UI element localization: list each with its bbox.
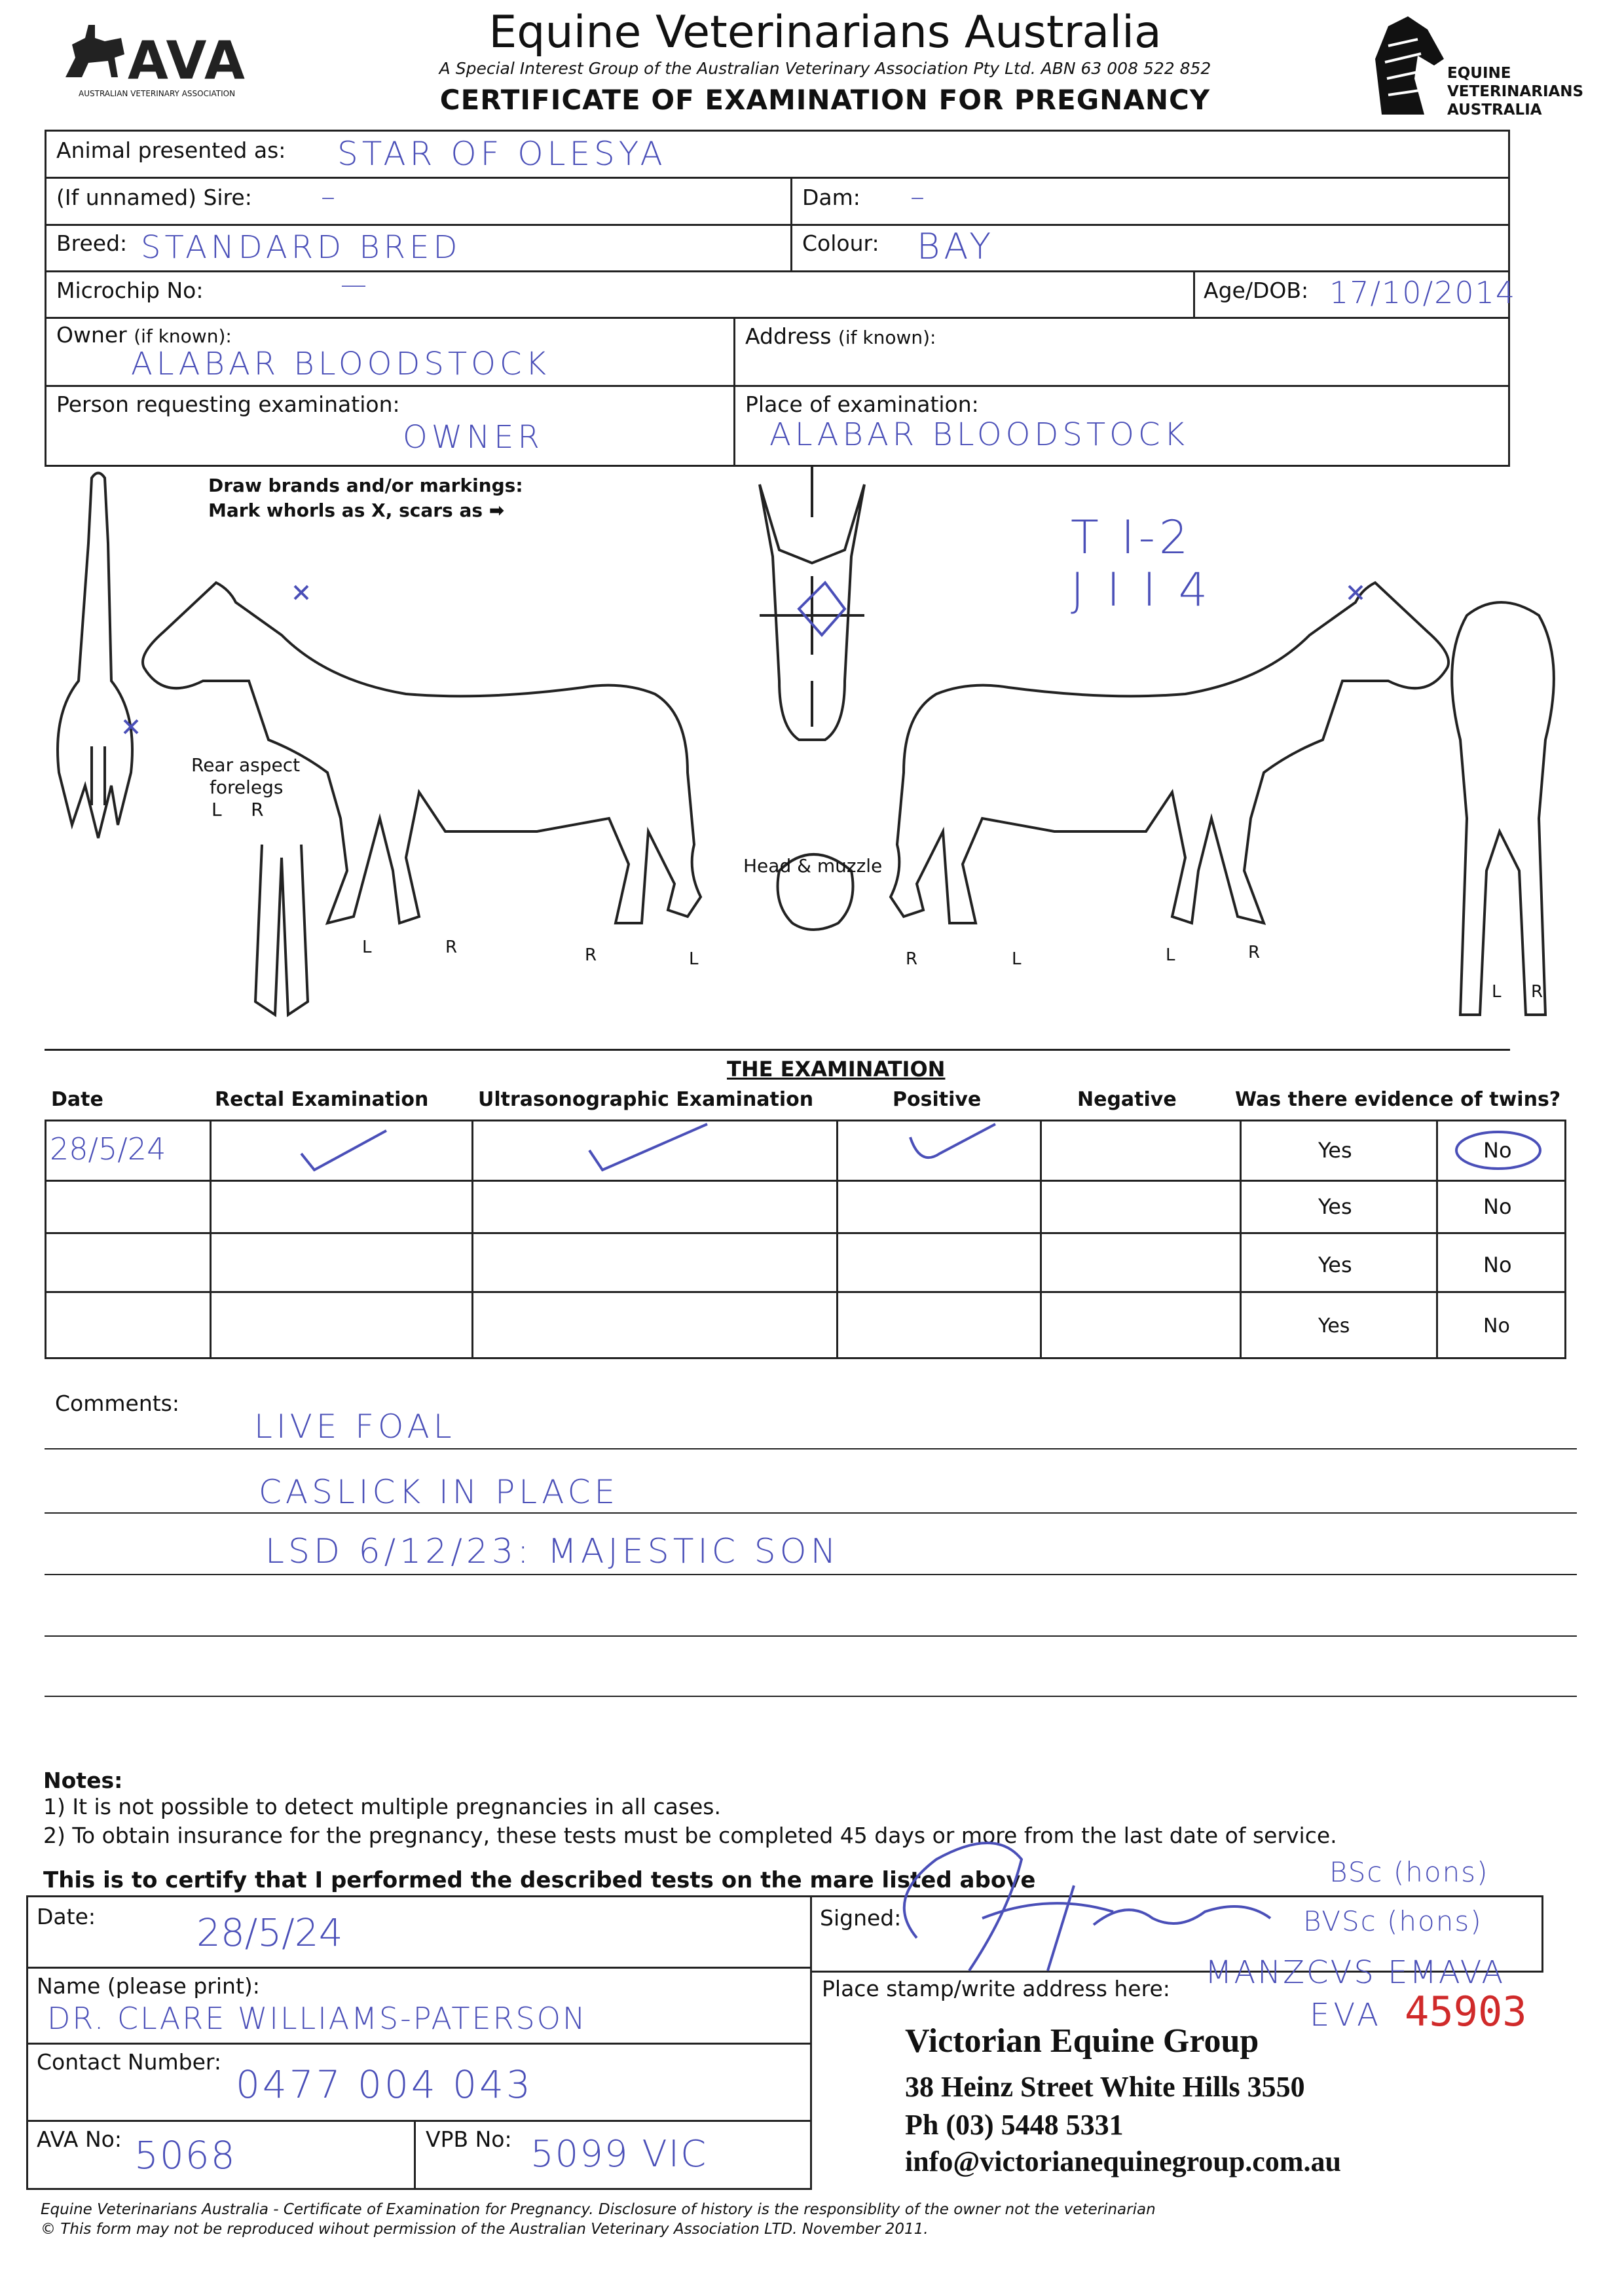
leg-label-r: R — [445, 938, 458, 957]
forelegs-label: forelegs — [210, 776, 284, 798]
head-muzzle-label: Head & muzzle — [743, 855, 883, 877]
animal-presented-label: Animal presented as: — [56, 137, 286, 163]
col-negative: Negative — [1077, 1088, 1177, 1111]
comment-rule — [45, 1512, 1577, 1514]
quals-line3: MANZCVS EMAVA — [1205, 1954, 1505, 1991]
age-value[interactable]: 17/10/2014 — [1329, 275, 1517, 310]
divider — [733, 317, 735, 467]
leg-label-r: R — [1531, 982, 1543, 1002]
comments-line1[interactable]: LIVE FOAL — [254, 1408, 456, 1446]
notes-title: Notes: — [43, 1768, 123, 1793]
leg-label-r: R — [585, 945, 597, 965]
footer-line1: Equine Veterinarians Australia - Certificate of Examination for Pregnancy. Disclosure of history is the responsiblity of the owner not the veterinarian — [41, 2201, 1156, 2218]
quals-line2: BVSc (hons) — [1303, 1905, 1483, 1937]
horse-head-icon — [1362, 13, 1447, 118]
divider — [26, 2120, 812, 2122]
brand-marking-line1: T I-2 — [1071, 511, 1192, 564]
breed-label: Breed: — [56, 230, 128, 256]
twins-no-1[interactable]: No — [1483, 1138, 1512, 1163]
name-label: Name (please print): — [37, 1973, 260, 1999]
comment-rule — [45, 1635, 1577, 1637]
col-rectal: Rectal Examination — [215, 1088, 429, 1111]
owner-label-small: (if known): — [134, 325, 232, 347]
leg-label-r: R — [1248, 943, 1261, 962]
ava-logo-text: AVA — [128, 30, 246, 91]
twins-no-4[interactable]: No — [1483, 1315, 1510, 1338]
vpb-no-value[interactable]: 5099 VIC — [530, 2133, 708, 2176]
divider — [45, 1232, 1566, 1234]
col-ultrasonographic: Ultrasonographic Examination — [478, 1088, 814, 1111]
quals-line1: BSc (hons) — [1329, 1856, 1489, 1888]
requester-label: Person requesting examination: — [56, 392, 400, 417]
leg-label-l: L — [1012, 949, 1022, 969]
address-label — [745, 323, 936, 349]
stamp-address: 38 Heinz Street White Hills 3550 — [905, 2071, 1305, 2103]
stamp-email: info@victorianequinegroup.com.au — [905, 2145, 1341, 2178]
twins-yes-3[interactable]: Yes — [1318, 1252, 1352, 1277]
microchip-label: Microchip No: — [56, 278, 204, 303]
date-value[interactable]: 28/5/24 — [196, 1910, 343, 1955]
certificate-title: CERTIFICATE OF EXAMINATION FOR PREGNANCY — [439, 84, 1211, 116]
twins-yes-2[interactable]: Yes — [1318, 1194, 1352, 1219]
comment-rule — [45, 1448, 1577, 1449]
ava-no-label: AVA No: — [37, 2126, 122, 2152]
age-label: Age/DOB: — [1204, 278, 1309, 303]
divider — [210, 1120, 212, 1359]
exam-row1-date[interactable]: 28/5/24 — [50, 1131, 166, 1167]
twins-yes-1[interactable]: Yes — [1318, 1138, 1352, 1163]
rear-aspect-forelegs — [255, 845, 308, 1015]
header-subtitle: A Special Interest Group of the Australian Veterinary Association Pty Ltd. ABN 63 008 522 852 — [439, 59, 1211, 78]
right-profile-horse — [891, 583, 1449, 923]
section-divider — [45, 1049, 1510, 1051]
divider — [1436, 1120, 1438, 1359]
signed-label: Signed: — [820, 1905, 902, 1931]
comments-label: Comments: — [55, 1391, 179, 1416]
divider — [45, 1180, 1566, 1182]
dam-value[interactable]: – — [910, 180, 929, 213]
dam-label: Dam: — [802, 185, 860, 210]
divider — [26, 2043, 812, 2045]
animal-presented-value[interactable]: STAR OF OLESYA — [337, 135, 667, 173]
address-label-main: Address — [745, 323, 832, 349]
tick-icon — [586, 1121, 710, 1173]
page-title: Equine Veterinarians Australia — [489, 7, 1162, 58]
divider — [45, 177, 1510, 179]
divider — [414, 2120, 416, 2190]
divider — [45, 270, 1510, 272]
owner-label-main: Owner — [56, 322, 127, 348]
col-twins: Was there evidence of twins? — [1235, 1088, 1561, 1111]
comment-rule — [45, 1696, 1577, 1697]
stamp-phone: Ph (03) 5448 5331 — [905, 2109, 1124, 2141]
ava-logo-sub: AUSTRALIAN VETERINARY ASSOCIATION — [79, 89, 236, 98]
comments-line3[interactable]: LSD 6/12/23: MAJESTIC SON — [265, 1532, 840, 1571]
breed-value[interactable]: STANDARD BRED — [141, 229, 462, 266]
left-profile-horse — [143, 583, 701, 923]
footer-line2: © This form may not be reproduced wihout permission of the Australian Veterinary Association LTD. November 2011. — [41, 2221, 929, 2238]
tick-icon — [907, 1121, 999, 1167]
ava-logo — [59, 18, 275, 103]
owner-value[interactable]: ALABAR BLOODSTOCK — [131, 346, 550, 382]
owner-label — [56, 322, 232, 348]
forelegs-lr-label: L R — [212, 799, 264, 820]
comments-line2[interactable]: CASLICK IN PLACE — [259, 1473, 619, 1511]
horse-rider-icon — [59, 18, 131, 84]
comment-rule — [45, 1574, 1577, 1575]
leg-label-l: L — [1492, 982, 1502, 1002]
contact-value[interactable]: 0477 004 043 — [236, 2062, 533, 2107]
twins-yes-4[interactable]: Yes — [1318, 1315, 1350, 1338]
divider — [45, 385, 1510, 387]
place-value[interactable]: ALABAR BLOODSTOCK — [769, 416, 1189, 453]
leg-label-l: L — [362, 938, 372, 957]
eva-logo — [1362, 13, 1598, 124]
date-label: Date: — [37, 1904, 96, 1929]
rear-aspect-label: Rear aspect — [191, 754, 301, 776]
arrow-right-icon: ➡ — [483, 500, 505, 521]
contact-label: Contact Number: — [37, 2049, 221, 2075]
leg-label-l: L — [1166, 945, 1175, 965]
twins-no-3[interactable]: No — [1483, 1252, 1512, 1277]
stamp-number: 45903 — [1405, 1988, 1527, 2035]
name-value[interactable]: DR. CLARE WILLIAMS-PATERSON — [47, 2001, 587, 2036]
instructions-line1: Draw brands and/or markings: — [208, 475, 523, 496]
note-1: 1) It is not possible to detect multiple pregnancies in all cases. — [43, 1794, 721, 1819]
tick-icon — [298, 1127, 390, 1173]
vpb-no-label: VPB No: — [426, 2126, 512, 2152]
requester-value[interactable]: OWNER — [403, 419, 544, 456]
divider — [1040, 1120, 1042, 1359]
ava-no-value[interactable]: 5068 — [134, 2133, 236, 2178]
col-date: Date — [51, 1088, 103, 1111]
note-2: 2) To obtain insurance for the pregnancy, these tests must be completed 45 days or more from the last date of service. — [43, 1823, 1337, 1848]
brand-marking-line2: J I I 4 — [1071, 563, 1212, 617]
horse-diagrams — [39, 465, 1598, 1041]
instructions-line2-text: Mark whorls as X, scars as — [208, 500, 483, 521]
front-view-horse — [58, 473, 132, 839]
twins-no-2[interactable]: No — [1483, 1194, 1512, 1219]
divider — [790, 177, 792, 270]
divider — [45, 224, 1510, 226]
circle-selection-icon — [1452, 1127, 1544, 1173]
eva-logo-text: EQUINE VETERINARIANS AUSTRALIA — [1447, 65, 1584, 118]
sire-value[interactable]: – — [321, 180, 339, 213]
divider — [836, 1120, 838, 1359]
divider — [45, 317, 1510, 319]
stamp-name: Victorian Equine Group — [905, 2022, 1259, 2060]
divider — [1193, 270, 1195, 317]
microchip-value[interactable]: — — [341, 270, 371, 300]
colour-label: Colour: — [802, 230, 879, 256]
divider — [26, 1967, 812, 1969]
sire-label: (If unnamed) Sire: — [56, 185, 252, 210]
certify-statement: This is to certify that I performed the described tests on the mare listed above — [43, 1867, 1036, 1893]
rear-view-horse — [1452, 602, 1554, 1015]
divider — [471, 1120, 473, 1359]
leg-label-l: L — [689, 949, 699, 969]
leg-label-r: R — [906, 949, 918, 969]
col-positive: Positive — [893, 1088, 982, 1111]
address-label-small: (if known): — [838, 327, 936, 348]
place-label: Place of examination: — [745, 392, 979, 417]
divider — [45, 1291, 1566, 1293]
exam-title: THE EXAMINATION — [727, 1057, 946, 1082]
colour-value[interactable]: BAY — [917, 226, 995, 267]
stamp-label: Place stamp/write address here: — [822, 1976, 1170, 2001]
divider — [1240, 1120, 1242, 1359]
quals-line4: EVA — [1310, 1997, 1382, 2033]
